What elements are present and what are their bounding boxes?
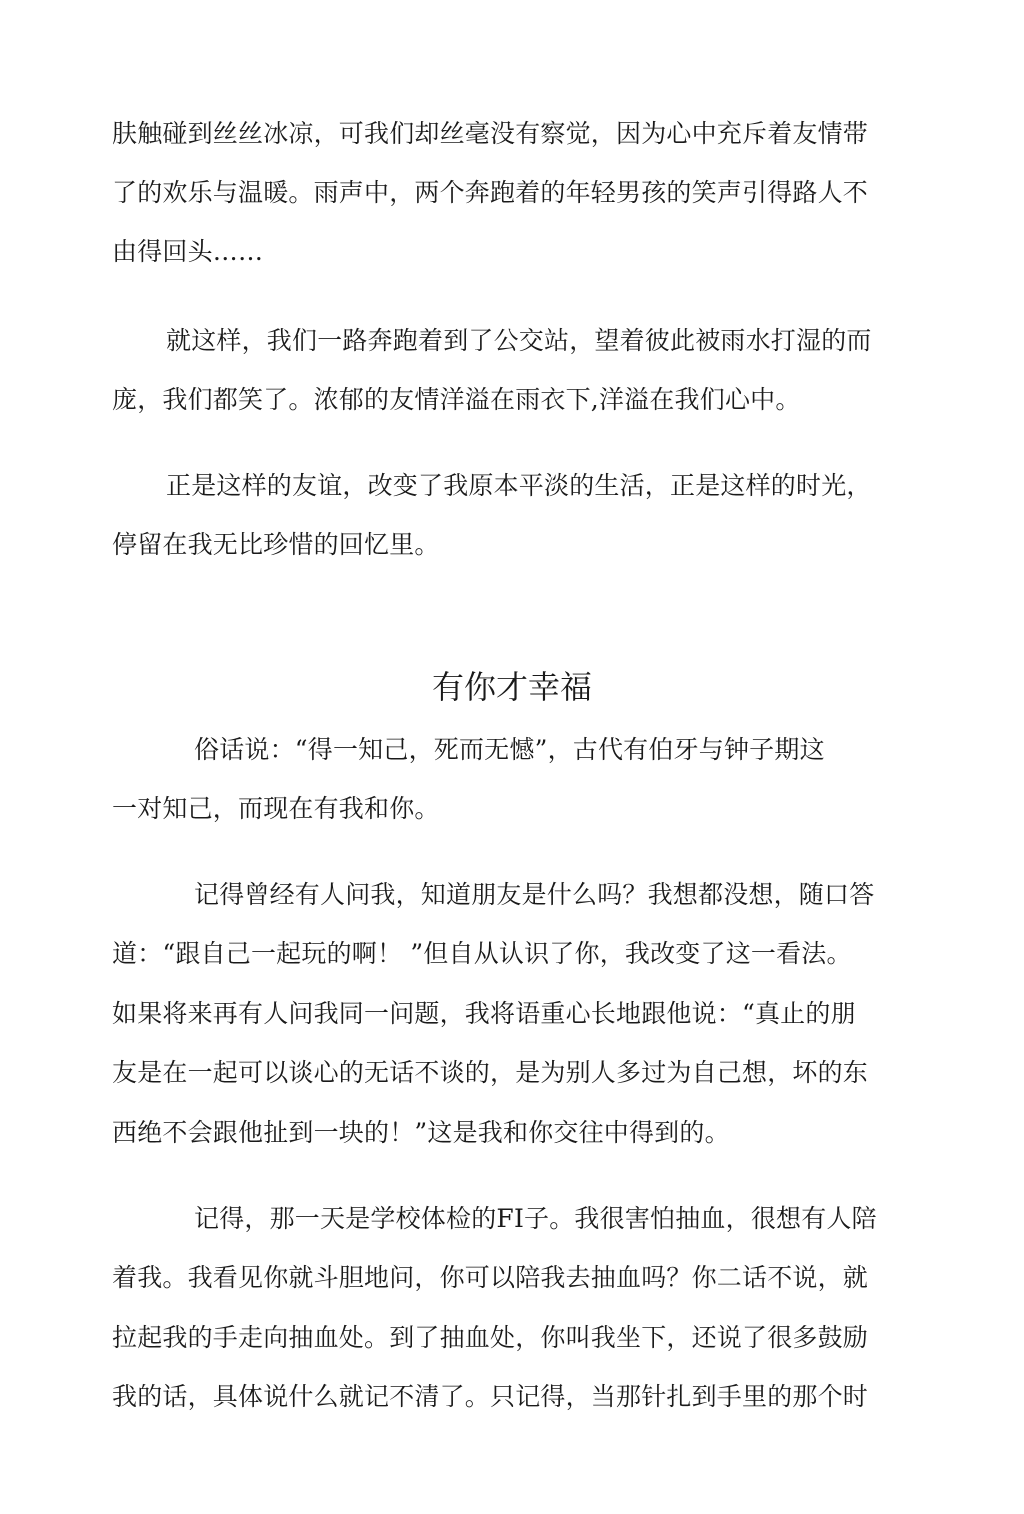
paragraph-6-line-4: 我的话，具体说什么就记不清了。只记得，当那针扎到手里的那个时 [112, 1382, 869, 1411]
paragraph-6-line-1: 记得，那一天是学校体检的FI子。我很害怕抽血，很想有人陪 [194, 1204, 877, 1233]
paragraph-5-line-1: 记得曾经有人问我，知道朋友是什么吗？我想都没想，随口答 [194, 880, 875, 909]
paragraph-5-line-2: 道：“跟自己一起玩的啊！ ”但自从认识了你，我改变了这一看法。 [112, 939, 852, 968]
paragraph-1-line-3: 由得回头…… [112, 237, 264, 266]
paragraph-2-line-2: 庞，我们都笑了。浓郁的友情洋溢在雨衣下,洋溢在我们心中。 [112, 385, 801, 414]
paragraph-3-line-2: 停留在我无比珍惜的回忆里。 [112, 530, 440, 559]
paragraph-5-line-5: 西绝不会跟他扯到一块的！”这是我和你交往中得到的。 [112, 1118, 730, 1147]
paragraph-1-line-1: 肤触碰到丝丝冰凉，可我们却丝毫没有察觉，因为心中充斥着友情带 [112, 119, 869, 148]
paragraph-5-line-3: 如果将来再有人问我同一问题，我将语重心长地跟他说：“真止的朋 [112, 999, 856, 1028]
paragraph-6-line-3: 拉起我的手走向抽血处。到了抽血处，你叫我坐下，还说了很多鼓励 [112, 1323, 869, 1352]
paragraph-2-line-1: 就这样，我们一路奔跑着到了公交站，望着彼此被雨水打湿的而 [166, 326, 872, 355]
paragraph-5-line-4: 友是在一起可以谈心的无话不谈的，是为别人多过为自己想，坏的东 [112, 1058, 869, 1087]
paragraph-4-line-1: 俗话说：“得一知己，死而无憾”，古代有伯牙与钟子期这 [194, 735, 825, 764]
essay-title: 有你才幸福 [431, 668, 592, 706]
paragraph-1-line-2: 了的欢乐与温暖。雨声中，两个奔跑着的年轻男孩的笑声引得路人不 [112, 178, 869, 207]
paragraph-3-line-1: 正是这样的友谊，改变了我原本平淡的生活，正是这样的时光， [166, 471, 872, 500]
paragraph-4-line-2: 一对知己，而现在有我和你。 [112, 794, 440, 823]
paragraph-6-line-2: 着我。我看见你就斗胆地问，你可以陪我去抽血吗？你二话不说，就 [112, 1263, 869, 1292]
